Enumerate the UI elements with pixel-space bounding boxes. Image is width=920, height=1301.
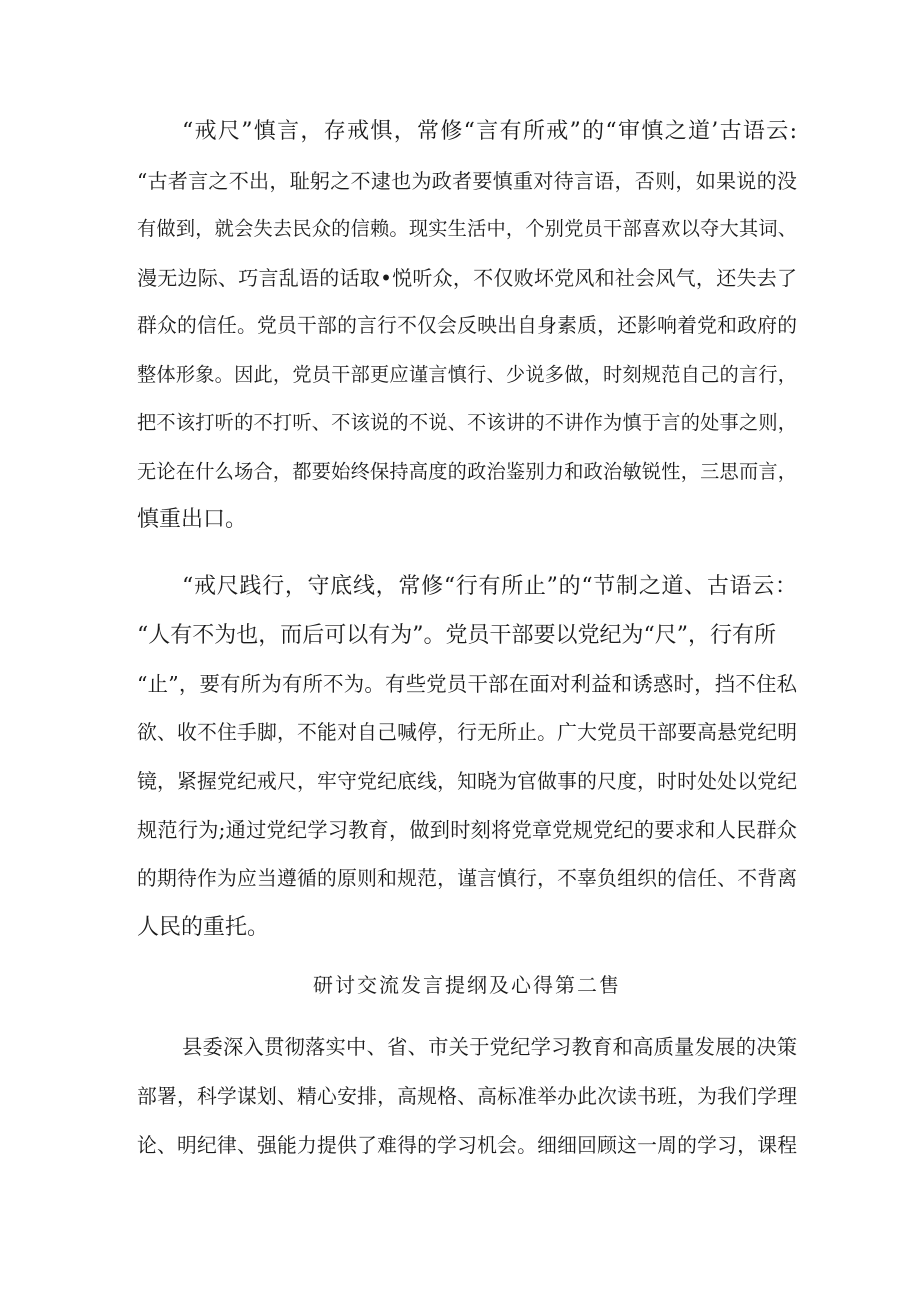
text-line: 人民的重托。 — [137, 914, 270, 940]
text-line: 论、明纪律、强能力提供了难得的学习机会。细细回顾这一周的学习，课程 — [137, 1134, 797, 1157]
text-line: 部署，科学谋划、精心安排，高规格、高标准举办此次读书班，为我们学理 — [137, 1085, 797, 1108]
text-line: 整体形象。因此，党员干部更应谨言慎行、少说多做，时刻规范自己的言行， — [137, 362, 797, 386]
text-line: 规范行为;通过党纪学习教育，做到时刻将党章党规党纪的要求和人民群众 — [137, 818, 797, 843]
text-line: 无论在什么场合，都要始终保持高度的政治鉴别力和政治敏锐性，三思而言， — [137, 459, 797, 483]
text-line: “戒尺践行，守底线，常修“行有所止”的“节制之道、古语云： — [182, 574, 797, 599]
paragraph-1 — [137, 108, 797, 545]
text-line: 漫无边际、巧言乱语的话取•悦听众，不仅败坏党风和社会风气，还失去了 — [137, 265, 797, 290]
text-line: 镜，紧握党纪戒尺，牢守党纪底线，知晓为官做事的尺度，时时处处以党纪 — [137, 769, 797, 793]
text-line: 把不该打听的不打听、不该说的不说、不该讲的不讲作为慎于言的处事之则， — [137, 411, 797, 434]
text-line: “人有不为也，而后可以有为”。党员干部要以党纪为“尺”，行有所 — [137, 622, 776, 648]
text-line: “戒尺”慎言，存戒惧，常修“言有所戒”的“审慎之道’古语云: — [182, 119, 797, 144]
text-line: 的期待作为应当遵循的原则和规范，谨言慎行，不辜负组织的信任、不背离 — [137, 867, 797, 891]
text-line: 县委深入贯彻落实中、省、市关于党纪学习教育和高质量发展的决策 — [182, 1035, 797, 1059]
text-line: 欲、收不住手脚，不能对自己喊停，行无所止。广大党员干部要高悬党纪明 — [137, 721, 797, 745]
paragraph-3 — [137, 1023, 797, 1170]
text-line: 有做到，就会失去民众的信赖。现实生活中，个别党员干部喜欢以夺大其词、 — [137, 217, 797, 240]
paragraph-2 — [137, 563, 797, 953]
text-line: “止”，要有所为有所不为。有些党员干部在面对利益和诱惑时，挡不住私 — [137, 672, 797, 697]
text-line: “古者言之不出，耻躬之不逮也为政者要慎重对待言语，否则，如果说的没 — [137, 168, 797, 193]
text-line: 群众的信任。党员干部的言行不仅会反映出自身素质，还影响着党和政府的 — [137, 314, 797, 337]
text-line: 慎重出口。 — [137, 507, 248, 532]
section-heading: 研讨交流发言提纲及心得第二售 — [313, 973, 621, 997]
